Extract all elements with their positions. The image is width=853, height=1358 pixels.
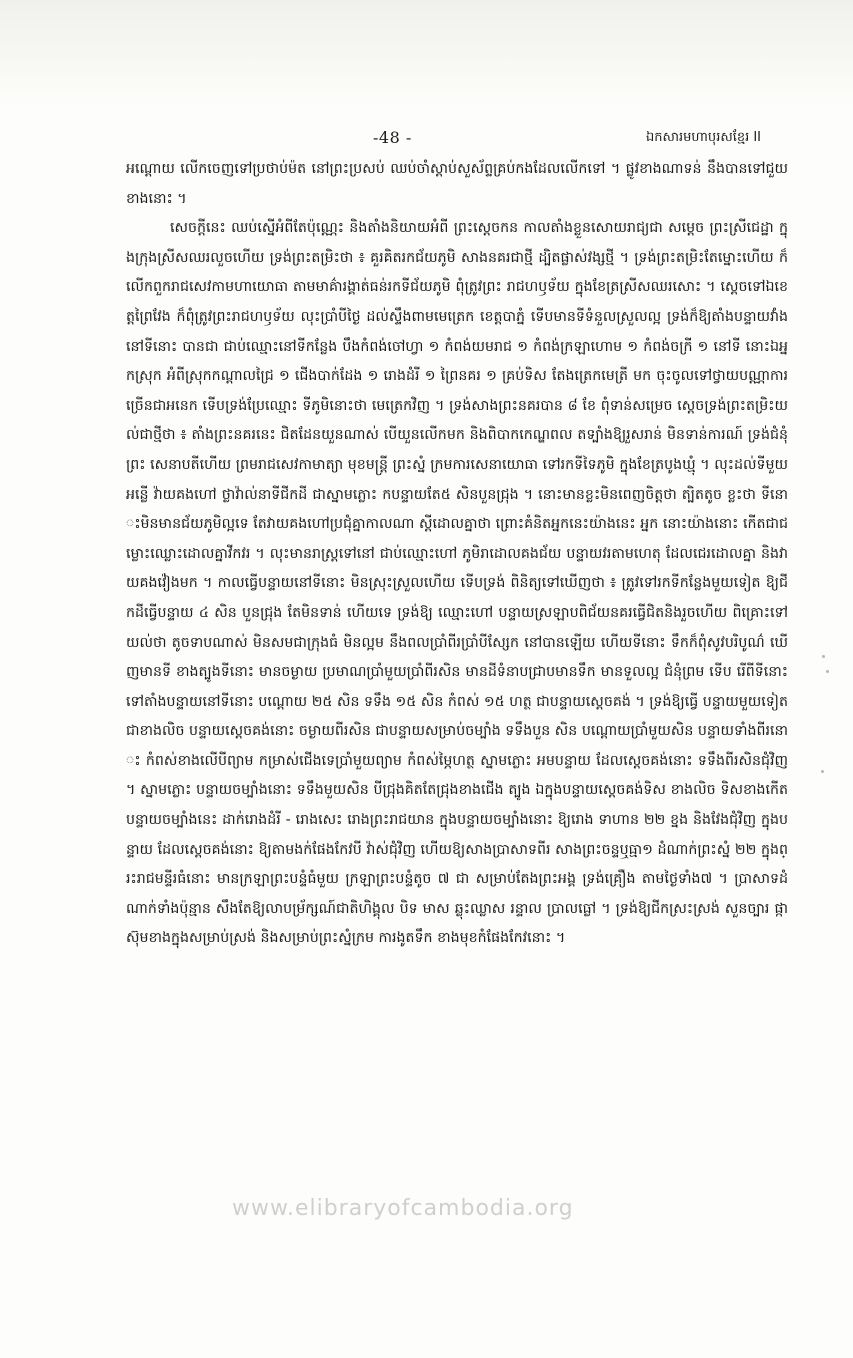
scan-speck: [821, 770, 824, 773]
page-number: -48 -: [373, 128, 412, 147]
scan-speck: [826, 670, 829, 673]
watermark: www.elibraryofcambodia.org: [232, 1196, 574, 1221]
scan-speck: [822, 655, 825, 658]
scan-shadow: [0, 0, 853, 108]
paragraph-1: អណ្ដោយ លើកចេញទៅប្រថាប់ម៉ត នៅព្រះប្រសប់ ឈប់ចាំស្ដាប់សួស័ព្ទគ្រប់កងដែលលើកទៅ ។ ផ្លូវខាងណាទន់ នឹងបានទៅជួយខាងនោះ ។: [126, 161, 788, 207]
page-header: [0, 128, 853, 154]
paragraph-2: សេចក្ដីនេះ ឈប់ស្នើអំពីតែប៉ុណ្ណេះ និងតាំងនិយាយអំពី ព្រះស្ដេចកន កាលតាំងខ្លួនសោយរាជ្យជា សម្ដេច ព្រះស្រីជេដ្ឋា ក្នុងក្រុងស្រីសឈរលួចហើយ ទ្រង់ព្រះតម្រិះថា ៖ គួរគិតរកជ័យភូមិ សាងនគរជាថ្មី ដ្បិតផ្លាស់វង្សថ្មី ។ ទ្រង់ព្រះតម្រិះតែម្នោះហើយ ក៏លើកពួករាជសេវកាមហាយោធា តាមមាគ៌ារង្គាត់ធន់រកទីជ័យភូមិ ពុំត្រូវព្រះ រាជហឫទ័យ ក្នុងខែត្រស្រីសឈរសោះ ។ ស្ដេចទៅឯខេត្តព្រៃវែង ក៏ពុំត្រូវព្រះរាជហឫទ័យ លុះប្រាំបីថ្ងៃ ដល់ស្ទឹងពាមមេត្រេក ខេត្តបាភ្នំ ទើបមានទីទំនួលស្រួលល្អ ទ្រង់ក៏ឱ្យតាំងបន្ទាយវាំងនៅទីនោះ បានជា ជាប់ឈ្មោះនៅទីកន្លែង បឹងកំពង់ចៅហ្វា ១ កំពង់យមរាជ ១ កំពង់ក្រឡាហោម ១ កំពង់ចក្រី ១ នៅទី នោះឯអ្នកស្រុក អំពីស្រុកកណ្ដាលជ្រៃ ១ ជើងបាក់ដែង ១ រោងដំរី ១ ព្រៃនគរ ១ គ្រប់ទិស តែងត្រេកមេត្រី មក ចុះចូលទៅថ្វាយបណ្ណាការ ច្រើនជាអនេក ទើបទ្រង់ប្រែឈ្មោះ ទីភូមិនោះថា មេត្រេកវិញ ។ ទ្រង់សាងព្រះនគរបាន ៨ ខែ ពុំទាន់សម្រេច ស្ដេចទ្រង់ព្រះតម្រិះយល់ជាថ្មីថា ៖ តាំងព្រះនគរនេះ ជិតដែនយួនណាស់ បើយួនលើកមក និងពិបាកកេណ្ឌពល តទ្បាំងឱ្យរួសរាន់ មិនទាន់ការណ៍ ទ្រង់ជំនុំព្រះ សេនាបតីហើយ ព្រមរាជសេវកាមាត្យា មុខមន្ត្រី ព្រះស្នំ ក្រមការសេនាយោធា ទៅរកទីទៃភូមិ ក្នុងខែត្របូងឃ្មុំ ។ លុះដល់ទីមួយអន្លើ វ៉ាយគងហៅ ថ្លាវ៉ាល់នាទីជីកដី ជាស្នាមភ្លោះ កបន្ទាយតែ៥ សិនបួនជ្រុង ។ នោះមានខ្លះមិនពេញចិត្តថា ត្បិតតូច ខ្លះថា ទីនោះមិនមានជ័យភូមិល្អទេ តែវាយគងហៅប្រជុំគ្នាកាលណា ស្ដីដោលគ្នាថា ព្រោះគំនិតអ្នកនេះយ៉ាងនេះ អ្នក នោះយ៉ាងនោះ កើតជាជម្លោះឈ្លោះដោលគ្នាវីកវរ ។ លុះមានរាស្ត្រទៅនៅ ជាប់ឈ្មោះហៅ ភូមិរាដោលគងជ័យ បន្ទាយវរតាមហេតុ ដែលជេរដោលគ្នា និងវាយគងវ៉ៀងមក ។ កាលធ្វើបន្ទាយនៅទីនោះ មិនស្រុះស្រួលហើយ ទើបទ្រង់ ពិនិត្យទៅឃើញថា ៖ ត្រូវទៅរកទីកន្លែងមួយទៀត ឱ្យជីកដីធ្វើបន្ទាយ ៤ សិន បួនជ្រុង តែមិនទាន់ ហើយទេ ទ្រង់ឱ្យ ឈ្មោះហៅ បន្ទាយស្រឡាបពិជ័យនគរធ្វើជិតនិងរួចហើយ ពិគ្រោះទៅយល់ថា តូចទាបណាស់ មិនសមជាក្រុងធំ មិនល្អម នឹងពលប្រាំពីរប្រាំបីស្សែក នៅបានឡើយ ហើយទីនោះ ទឹកក៏ពុំសូវបរិបូណ៌ ឃើញមានទី ខាងត្បូងទីនោះ មានចម្ងាយ ប្រមាណប្រាំមួយប្រាំពីរសិន មានដីទំនាបជ្រាបមានទឹក មានទួលល្អ ជំនុំព្រម ទើប រើពីទីនោះ ទៅតាំងបន្ទាយនៅទីនោះ បណ្ដោយ ២៥ សិន ទទឹង ១៥ សិន កំពស់ ១៥ ហត្ថ ជាបន្ទាយស្ដេចគង់ ។ ទ្រង់ឱ្យធ្វើ បន្ទាយមួយទៀត ជាខាងលិច បន្ទាយស្ដេចគង់នោះ ចម្ងាយពីរសិន ជាបន្ទាយសម្រាប់ចម្បាំង ទទឹងបួន សិន បណ្ដោយប្រាំមួយសិន បន្ទាយទាំងពីរនោះ កំពស់ខាងលើបីព្យាម កម្រាស់ជើងទេប្រាំមួយព្យាម កំពស់ម្ភៃហត្ថ ស្នាមភ្លោះ អមបន្ទាយ ដែលស្ដេចគង់នោះ ទទឹងពីរសិនជុំវិញ ។ ស្នាមភ្លោះ បន្ទាយចម្បាំងនោះ ទទឹងមួយសិន បីជ្រុងគិតតែជ្រុងខាងជើង ត្បូង ឯក្នុងបន្ទាយស្ដេចគង់ទិស ខាងលិច ទិសខាងកើតបន្ទាយចម្បាំងនេះ ដាក់រោងដំរី - រោងសេះ រោងព្រះរាជយាន ក្នុងបន្ទាយចម្បាំងនោះ ឱ្យរោង ទាហាន ២២ ខ្នង និងវែងជុំវិញ ក្នុងបន្ទាយ ដែលស្ដេចគង់នោះ ឱ្យតាមងក់ផែងកែវបី វ៉ាស់ជុំវិញ ហើយឱ្យសាងប្រាសាទពីរ សាងព្រះចន្ទឬធ្មា១ ដំណាក់ព្រះស្នំ ២២ ក្នុងព្រះរាជមន្ទីរធំនោះ មានក្រឡាព្រះបន្ទំធំមួយ ក្រឡាព្រះបន្ទំតូច ៧ ជា សម្រាប់តែងព្រះអង្គ ទ្រង់គ្រឿង តាមថ្ងៃទាំង៧ ។ ប្រាសាទដំណាក់ទាំងប៉ុន្មាន សឹងតែឱ្យលាបម្រ័ក្សណ៍ជាតិហិង្គុល បិទ មាស ឆ្លុះឈ្លាស រន្ទាល ប្រាលធ្លៅ ។ ទ្រង់ឱ្យជីកស្រះស្រង់ សួនច្បារ ផ្កាស៊ុមខាងក្នុងសម្រាប់ស្រង់ និងសម្រាប់ព្រះស្នំក្រម ការងូតទឹក ខាងមុខកំផែងកែវនោះ ។: [126, 220, 788, 947]
body-text: [126, 155, 788, 954]
running-title: ឯកសារមហាបុរសខ្មែរ II: [646, 130, 761, 145]
